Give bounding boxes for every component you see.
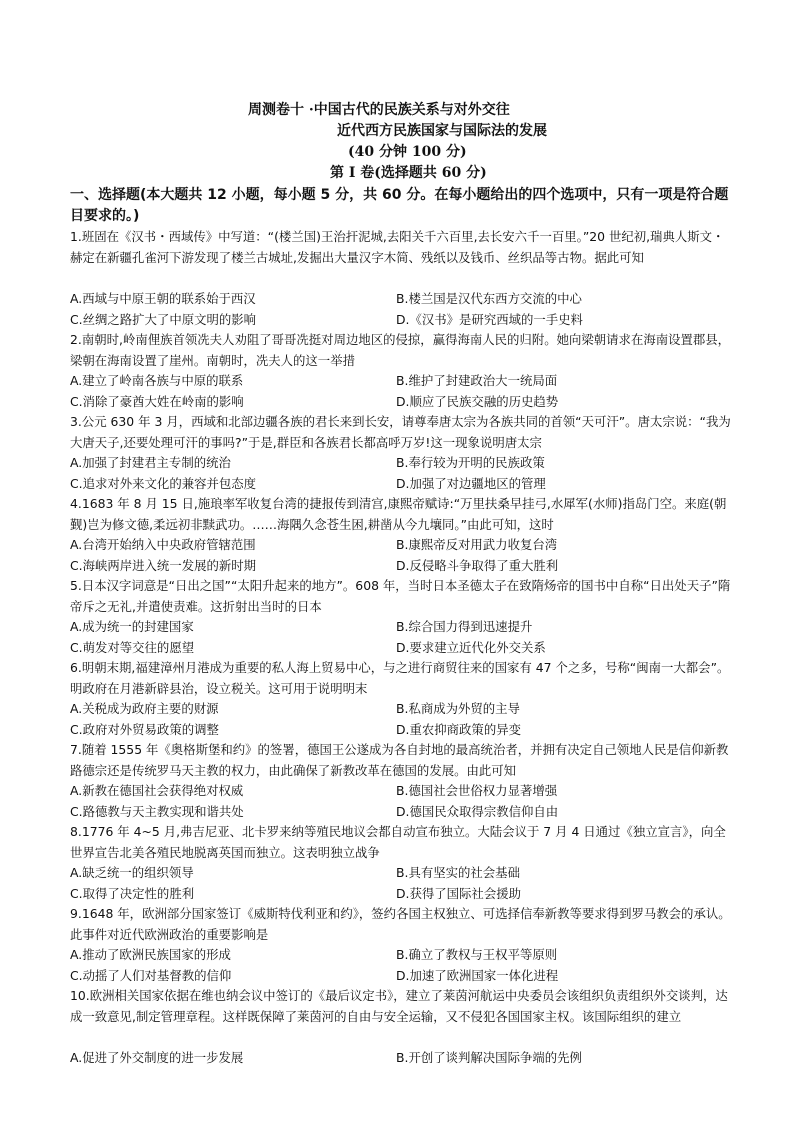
question-1-stem: 1.班固在《汉书・西域传》中写道：“(楼兰国)王治扞泥城,去阳关千六百里,去长安六千一百里。”20 世纪初,瑞典人斯文・赫定在新疆孔雀河下游发现了楼兰古城址,发掘出大量汉字木简、残纸以及钱币、丝织品等古物。据此可知: [70, 229, 725, 265]
option-a: A.新教在德国社会获得绝对权威: [70, 783, 244, 798]
question-7-stem: 7.随着 1555 年《奥格斯堡和约》的签署，德国王公遂成为各自封地的最高统治者，并拥有决定自己领地人民是信仰新教路德宗还是传统罗马天主教的权力，由此确保了新教改革在德国的发展。由此可知: [70, 742, 729, 778]
option-a: A.加强了封建君主专制的统治: [70, 455, 231, 470]
option-c: C.海峡两岸进入统一发展的新时期: [70, 557, 257, 573]
option-c: C.追求对外来文化的兼容并包态度: [70, 475, 257, 491]
option-b: B.综合国力得到迅速提升: [396, 619, 533, 634]
question-2-options: [70, 371, 734, 412]
volume-title: 第 I 卷(选择题共 60 分): [330, 165, 487, 181]
option-d: D.反侵略斗争取得了重大胜利: [396, 557, 559, 573]
question-4-stem: 4.1683 年 8 月 15 日,施琅率军收复台湾的捷报传到清宫,康熙帝赋诗:“万里扶桑早挂弓,水犀军(水师)指岛门空。来庭(朝觐)岂为修文德,柔远初非黩武功。……海隅久念苍生困,耕凿从今九壤同。”由此可知，这时: [70, 496, 727, 532]
option-b: B.开创了谈判解决国际争端的先例: [396, 1050, 582, 1065]
question-4-options: [70, 535, 734, 576]
question-8-options: [70, 863, 734, 904]
option-d: D.加速了欧洲国家一体化进程: [396, 967, 559, 983]
option-b: B.具有坚实的社会基础: [396, 865, 520, 880]
option-a: A.促进了外交制度的进一步发展: [70, 1050, 244, 1065]
option-b: B.德国社会世俗权力显著增强: [396, 783, 558, 798]
question-10-stem: 10.欧洲相关国家依据在维也纳会议中签订的《最后议定书》，建立了莱茵河航运中央委员会该组织负责组织外交谈判，达成一致意见,制定管理章程。这样既保障了莱茵河的自由与安全运输，又不侵犯各国国家主权。该国际组织的建立: [70, 988, 728, 1024]
option-d: D.《汉书》是研究西域的一手史料: [396, 311, 583, 327]
option-c: C.政府对外贸易政策的调整: [70, 721, 219, 737]
option-d: D.要求建立近代化外交关系: [396, 639, 546, 655]
option-c: C.萌发对等交往的愿望: [70, 639, 195, 655]
question-5-options: [70, 617, 734, 658]
question-2-stem: 2.南朝时,岭南俚族首领冼夫人劝阻了哥哥冼挺对周边地区的侵掠，赢得海南人民的归附。她向梁朝请求在海南设置郡县，梁朝在海南设置了崖州。南朝时，冼夫人的这一举措: [70, 332, 731, 368]
option-a: A.缺乏统一的组织领导: [70, 865, 194, 880]
option-b: B.确立了教权与王权平等原则: [396, 947, 558, 962]
option-d: D.加强了对边疆地区的管理: [396, 475, 546, 491]
option-a: A.建立了岭南各族与中原的联系: [70, 373, 244, 388]
option-b: B.康熙帝反对用武力收复台湾: [396, 537, 558, 552]
question-9-options: [70, 945, 734, 986]
option-a: A.推动了欧洲民族国家的形成: [70, 947, 231, 962]
paper-subtitle: 近代西方民族国家与国际法的发展: [337, 123, 547, 139]
question-7-options: [70, 781, 734, 822]
question-6-options: [70, 699, 734, 740]
option-d: D.重农抑商政策的异变: [396, 721, 521, 737]
question-8-stem: 8.1776 年 4~5 月,弗吉尼亚、北卡罗来纳等殖民地议会都自动宣布独立。大陆会议于 7 月 4 日通过《独立宣言》，向全世界宣告北美各殖民地脱离英国而独立。这表明独立战争: [70, 824, 726, 860]
question-6-stem: 6.明朝末期,福建漳州月港成为重要的私人海上贸易中心，与之进行商贸往来的国家有 47 个之多，号称“闽南一大都会”。明政府在月港新辟县治，设立税关。这可用于说明明末: [70, 660, 730, 696]
option-a: A.关税成为政府主要的财源: [70, 701, 219, 716]
option-c: C.路德教与天主教实现和谐共处: [70, 803, 244, 819]
question-1-options: [70, 289, 734, 330]
question-3-stem: 3.公元 630 年 3 月，西域和北部边疆各族的君长来到长安，请尊奉唐太宗为各族共同的首领“天可汗”。唐太宗说：“我为大唐天子,还要处理可汗的事吗?”于是,群臣和各族君长都高呼万岁!这一现象说明唐太宗: [70, 414, 731, 450]
question-9-stem: 9.1648 年，欧洲部分国家签订《威斯特伐利亚和约》，签约各国主权独立、可选择信奉新教等要求得到罗马教会的承认。此事件对近代欧洲政治的重要影响是: [70, 906, 731, 942]
option-a: A.西域与中原王朝的联系始于西汉: [70, 291, 256, 306]
paper-title: 周测卷十 ·中国古代的民族关系与对外交往: [248, 102, 510, 118]
option-d: D.获得了国际社会援助: [396, 885, 521, 901]
question-5-stem: 5.日本汉字词意是“日出之国”“太阳升起来的地方”。608 年，当时日本圣德太子在致隋炀帝的国书中自称“日出处天子”隋帝斥之无礼,并遣使责难。这折射出当时的日本: [70, 578, 731, 614]
option-d: D.顺应了民族交融的历史趋势: [396, 393, 559, 409]
option-b: B.私商成为外贸的主导: [396, 701, 520, 716]
time-and-score: (40 分钟 100 分): [348, 144, 467, 160]
question-3-options: [70, 453, 734, 494]
option-b: B.维护了封建政治大一统局面: [396, 373, 558, 388]
option-b: B.奉行较为开明的民族政策: [396, 455, 545, 470]
option-c: C.动摇了人们对基督教的信仰: [70, 967, 232, 983]
option-c: C.消除了豪酋大姓在岭南的影响: [70, 393, 244, 409]
section-heading: 一、选择题(本大题共 12 小题，每小题 5 分，共 60 分。在每小题给出的四个选项中，只有一项是符合题目要求的。): [70, 187, 729, 224]
option-c: C.取得了决定性的胜利: [70, 885, 195, 901]
option-b: B.楼兰国是汉代东西方交流的中心: [396, 291, 582, 306]
question-10-options: [70, 1048, 734, 1069]
option-c: C.丝绸之路扩大了中原文明的影响: [70, 311, 257, 327]
option-a: A.成为统一的封建国家: [70, 619, 194, 634]
option-d: D.德国民众取得宗教信仰自由: [396, 803, 559, 819]
option-a: A.台湾开始纳入中央政府管辖范围: [70, 537, 256, 552]
